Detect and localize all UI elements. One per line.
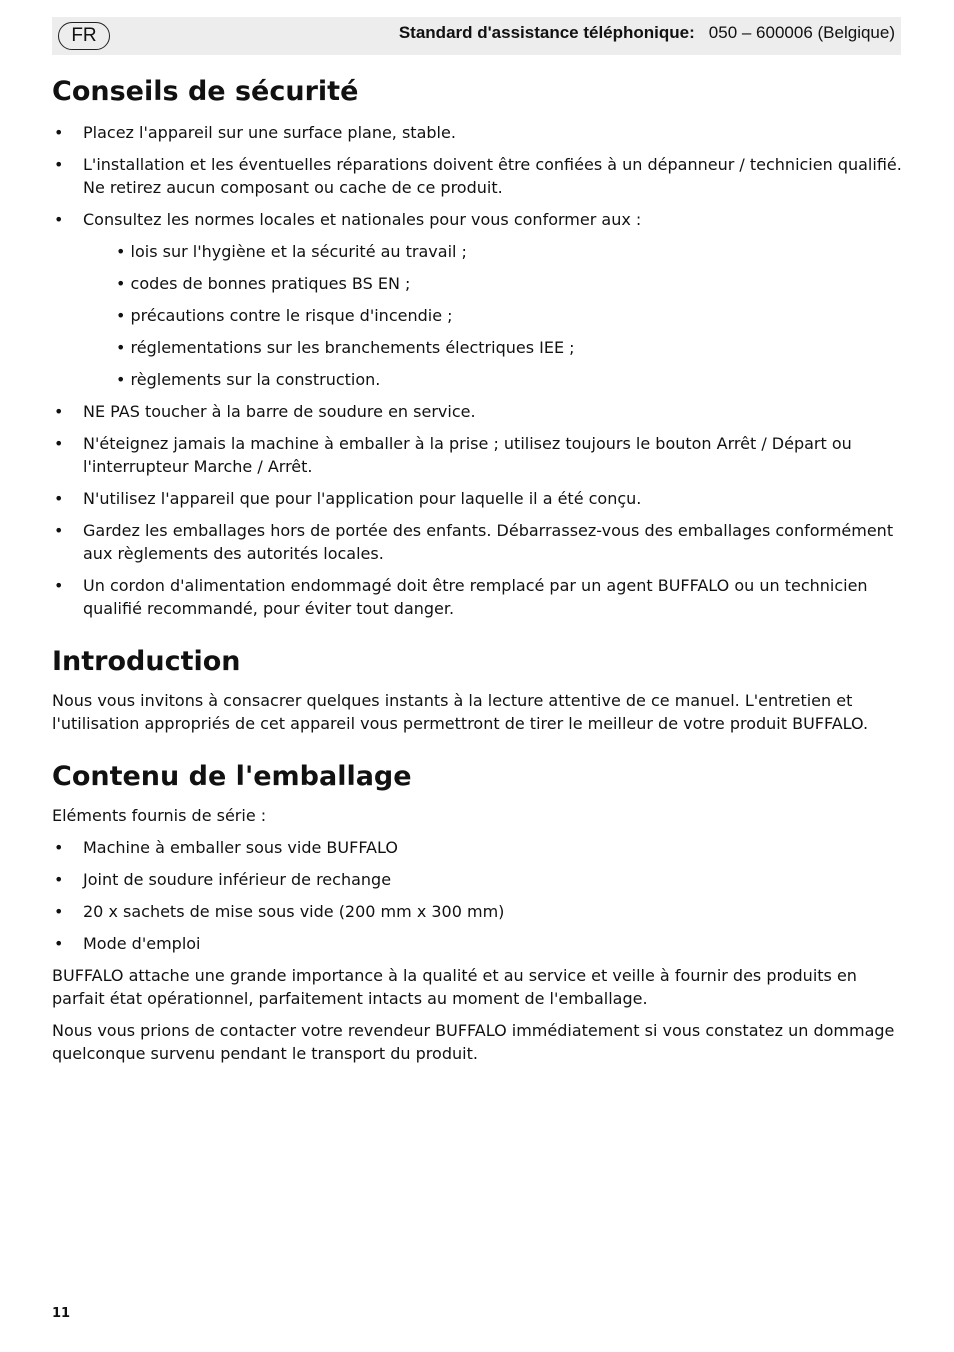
intro-text: Nous vous invitons à consacrer quelques instants à la lecture attentive de ce manuel. L'entretien et l'utilisation appropriés de cet appareil vous permettront de tirer le meilleur de votre produit BUFFALO. bbox=[52, 691, 869, 733]
page-header bbox=[52, 17, 901, 55]
list-item: • N'éteignez jamais la machine à emballer à la prise ; utilisez toujours le bouton Arrêt / Départ ou l'interrupteur Marche / Arrêt. bbox=[52, 432, 902, 478]
page-content bbox=[52, 70, 902, 1074]
list-item: • Joint de soudure inférieur de rechange bbox=[52, 868, 902, 891]
safety-sublist bbox=[52, 240, 902, 391]
package-lead: Eléments fournis de série : bbox=[52, 806, 267, 825]
safety-title: Conseils de sécurité bbox=[52, 76, 359, 107]
hotline-number: 050 – 600006 (Belgique) bbox=[708, 23, 895, 42]
package-paragraph-contact: Nous vous prions de contacter votre revendeur BUFFALO immédiatement si vous constatez un dommage quelconque survenu pendant le transport du produit. bbox=[52, 1021, 895, 1063]
hotline-label: Standard d'assistance téléphonique: bbox=[398, 23, 695, 42]
list-item: • Gardez les emballages hors de portée des enfants. Débarrassez-vous des emballages conformément aux règlements des autorités locales. bbox=[52, 519, 902, 565]
list-item: • Mode d'emploi bbox=[52, 932, 902, 955]
list-item: • N'utilisez l'appareil que pour l'application pour laquelle il a été conçu. bbox=[52, 487, 902, 510]
sub-list-item: • règlements sur la construction. bbox=[116, 370, 381, 389]
package-title: Contenu de l'emballage bbox=[52, 761, 412, 792]
list-item: • Placez l'appareil sur une surface plane, stable. bbox=[52, 121, 902, 144]
list-item: • NE PAS toucher à la barre de soudure en service. bbox=[52, 400, 902, 423]
list-item: • Machine à emballer sous vide BUFFALO bbox=[52, 836, 902, 859]
list-item: • Consultez les normes locales et nationales pour vous conformer aux : bbox=[52, 208, 902, 231]
page-number: 11 bbox=[52, 1306, 71, 1321]
package-paragraph-quality: BUFFALO attache une grande importance à la qualité et au service et veille à fournir des produits en parfait état opérationnel, parfaitement intacts au moment de l'emballage. bbox=[52, 966, 857, 1008]
sub-list-item: • réglementations sur les branchements électriques IEE ; bbox=[116, 338, 575, 357]
safety-list-continued bbox=[52, 400, 902, 620]
language-badge: FR bbox=[58, 22, 110, 50]
sub-list-item: • précautions contre le risque d'incendie ; bbox=[116, 306, 453, 325]
sub-list-item: • lois sur l'hygiène et la sécurité au travail ; bbox=[116, 242, 467, 261]
package-list bbox=[52, 836, 902, 955]
sub-list-item: • codes de bonnes pratiques BS EN ; bbox=[116, 274, 411, 293]
list-item: • 20 x sachets de mise sous vide (200 mm x 300 mm) bbox=[52, 900, 902, 923]
list-item: • Un cordon d'alimentation endommagé doit être remplacé par un agent BUFFALO ou un technicien qualifié recommandé, pour éviter tout danger. bbox=[52, 574, 902, 620]
list-item: • L'installation et les éventuelles réparations doivent être confiées à un dépanneur / technicien qualifié. Ne retirez aucun composant ou cache de ce produit. bbox=[52, 153, 902, 199]
safety-list bbox=[52, 121, 902, 231]
intro-title: Introduction bbox=[52, 646, 241, 677]
hotline bbox=[399, 17, 895, 55]
